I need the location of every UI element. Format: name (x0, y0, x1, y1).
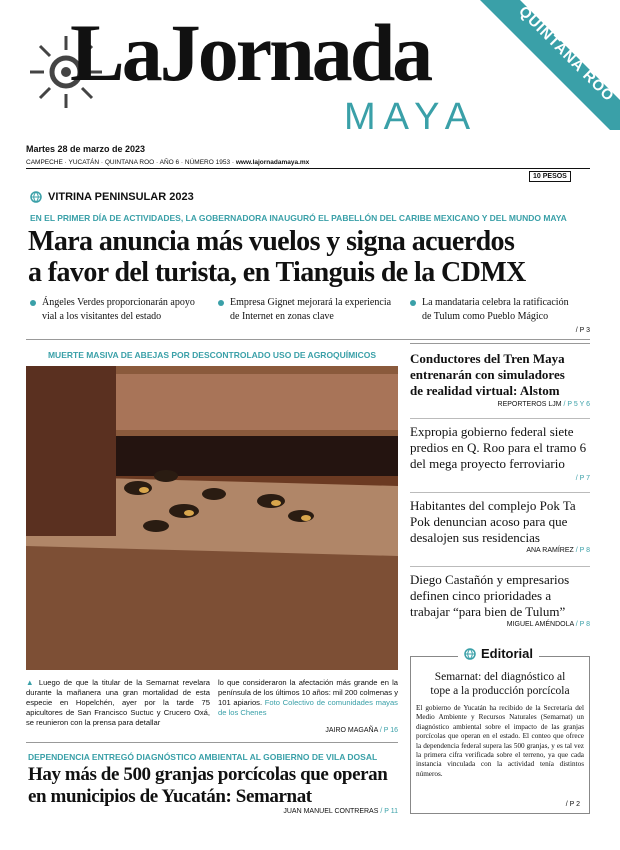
lead-kicker: EN EL PRIMER DÍA DE ACTIVIDADES, LA GOBERNADORA INAUGURÓ EL PABELLÓN DEL CARIBE MEXICANO Y DEL MUNDO MAYA (30, 213, 567, 223)
bullet-dot-icon (410, 300, 416, 306)
masthead-brand[interactable]: LaJornada (70, 7, 431, 98)
photo-credit: Foto Colectivo de comunidades mayas de los Chenes (218, 698, 398, 717)
bottom-headline[interactable]: Hay más de 500 granjas porcícolas que operan en municipios de Yucatán: Semarnat (28, 764, 388, 807)
bullet-dot-icon (30, 300, 36, 306)
bullet-dot-icon (218, 300, 224, 306)
website-link[interactable]: www.lajornadamaya.mx (235, 159, 310, 166)
editorial-page-ref[interactable]: / P 2 (565, 801, 580, 808)
photo-byline[interactable]: JAIRO MAGAÑA / P 16 (325, 727, 398, 734)
section-title: VITRINA PENINSULAR 2023 (48, 191, 194, 203)
photo-caption-left: ▲ Luego de que la titular de la Semarnat revelara durante la mañanera una gran mortalidad de esta especie en Hopelchén, ayer por la tarde 75 apicultores de San Francisco Suctuc y Crucero Oxá, se reunieron con la prensa para detallar (26, 678, 210, 727)
photo-caption-right: lo que consideraron la afectación más grande en la península de los últimos 10 años: mil 200 colmenas y 101 apiarios. Foto Colectivo de comunidades mayas de los Chenes (218, 678, 398, 717)
sidebar-story-headline[interactable]: Expropia gobierno federal siete predios en Q. Roo para el tramo 6 del mega proyecto ferroviario (410, 424, 587, 471)
bottom-kicker: DEPENDENCIA ENTREGÓ DIAGNÓSTICO AMBIENTAL AL GOBIERNO DE VILA DOSAL (28, 752, 378, 762)
caption-arrow-icon: ▲ (26, 678, 39, 687)
editorial-label: Editorial (458, 646, 539, 661)
issue-date: Martes 28 de marzo de 2023 (26, 144, 146, 154)
lead-headline[interactable]: Mara anuncia más vuelos y signa acuerdos a favor del turista, en Tianguis de la CDMX (28, 226, 526, 288)
editorial-body: El gobierno de Yucatán ha recibido de la Secretaría del Medio Ambiente y Recursos Naturales (Semarnat) un diagnóstico ambiental sobre el impacto de las granjas porcícolas que operan en el estado. El conteo que ofrece la dependencia federal supera las 500 granjas, y es tal vez la primera cifra verificada sobre el terreno, ya que cada instancia vinculada con la actividad tenía distintos números. (416, 704, 584, 778)
sidebar-story-headline[interactable]: Diego Castañón y empresarios definen cinco prioridades a trabajar “para bien de Tulum” (410, 572, 570, 619)
globe-icon (30, 191, 42, 203)
lead-bullet: Empresa Gignet mejorará la experiencia de Internet en zonas clave (218, 296, 408, 324)
svg-text:QUINTANA ROO: QUINTANA ROO (515, 2, 618, 106)
region-banner (440, 0, 620, 130)
bottom-byline[interactable]: JUAN MANUEL CONTRERAS / P 11 (283, 808, 398, 815)
price-tag: 10 PESOS (529, 171, 571, 182)
globe-icon (464, 648, 476, 660)
bees-photo (26, 366, 398, 670)
sidebar-story-byline[interactable]: / P 7 (575, 475, 590, 482)
sidebar-story-byline[interactable]: ANA RAMÍREZ / P 8 (526, 547, 590, 554)
photo-kicker: MUERTE MASIVA DE ABEJAS POR DESCONTROLADO USO DE AGROQUÍMICOS (47, 350, 377, 360)
masthead-subtitle: MAYA (344, 96, 479, 138)
lead-bullet: La mandataria celebra la ratificación de Tulum como Pueblo Mágico (410, 296, 600, 324)
issue-info: CAMPECHE · YUCATÁN · QUINTANA ROO · AÑO 6 · NÚMERO 1953 · www.lajornadamaya.mx (26, 159, 310, 166)
sidebar-story-byline[interactable]: REPORTEROS LJM / P 5 Y 6 (497, 401, 590, 408)
sidebar-story-headline[interactable]: Conductores del Tren Maya entrenarán con simuladores de realidad virtual: Alstom (410, 351, 565, 398)
sidebar-story-byline[interactable]: MIGUEL AMÉNDOLA / P 8 (506, 621, 590, 628)
sidebar-story-headline[interactable]: Habitantes del complejo Pok Ta Pok denuncian acoso para que desalojen sus residencias (410, 498, 576, 545)
lead-bullet: Ángeles Verdes proporcionarán apoyo vial a los visitantes del estado (30, 296, 210, 324)
editorial-title[interactable]: Semarnat: del diagnóstico al tope a la producción porcícola (430, 671, 570, 697)
lead-page-ref[interactable]: / P 3 (575, 327, 590, 334)
